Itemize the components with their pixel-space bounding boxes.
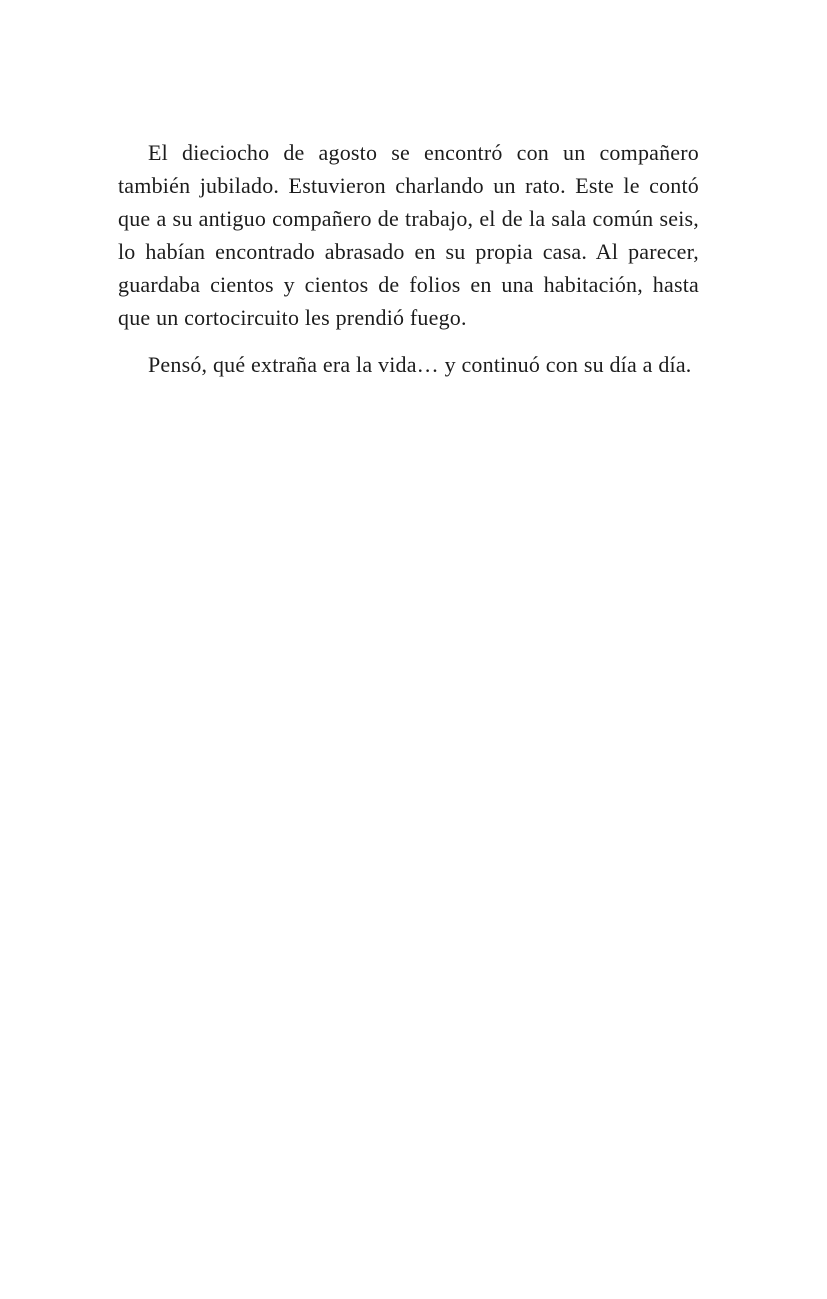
paragraph-2: Pensó, qué extraña era la vida… y continuó con su día a día. (148, 352, 692, 377)
text-block (118, 136, 699, 381)
paragraph-1: El dieciocho de agosto se encontró con un compañero también jubilado. Estuvieron charlando un rato. Este le contó que a su antiguo compañero de trabajo, el de la sala común seis, lo habían encontrado abrasado en su propia casa. Al parecer, guardaba cientos y cientos de folios en una habitación, hasta que un cortocircuito les prendió fuego. (118, 140, 699, 330)
